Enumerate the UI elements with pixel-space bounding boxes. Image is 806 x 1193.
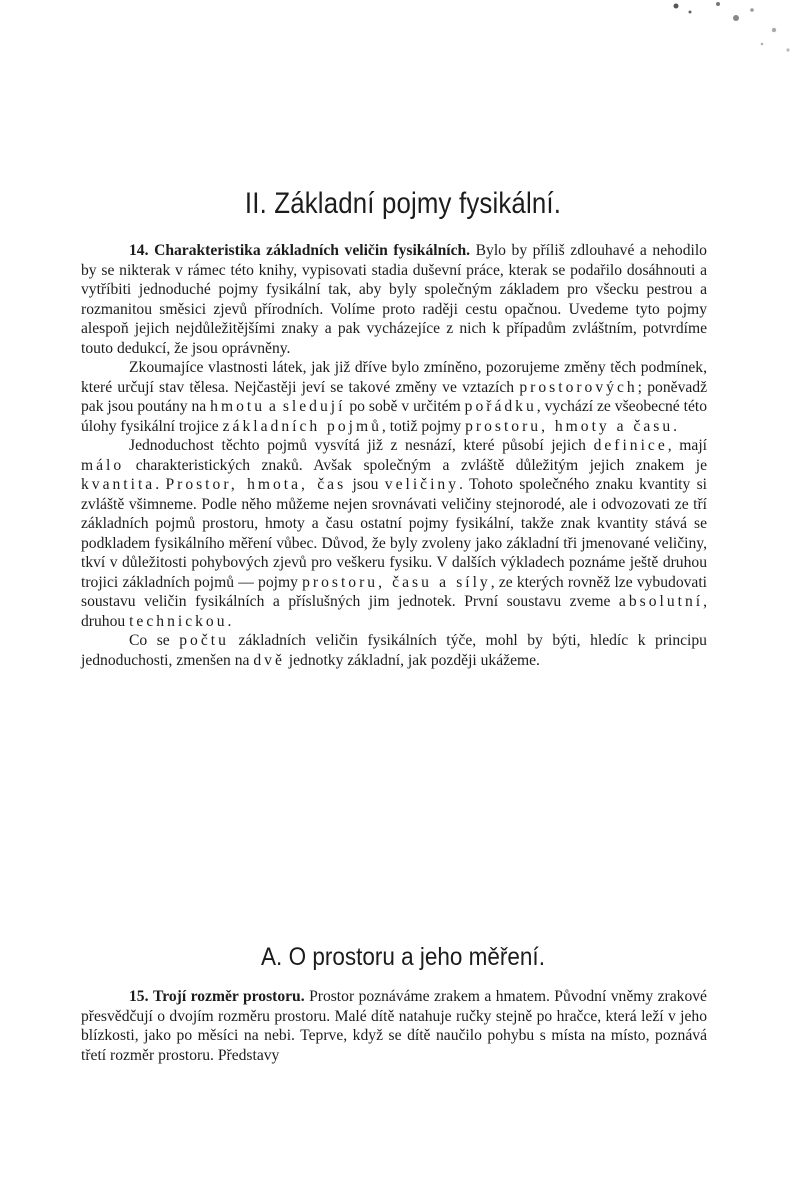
body-text: ; poněvadž pak jsou poutány na	[81, 378, 708, 415]
spaced-term: hmotu	[210, 398, 266, 415]
body-text: Co se	[129, 632, 170, 649]
paragraph-14	[81, 241, 707, 670]
spaced-term: kvantita	[81, 476, 156, 493]
scan-specks	[656, 0, 806, 70]
body-text: základních veličin fysikálních týče, mohl by býti, hledíc k principu jednoduchosti, zmenšen na	[81, 632, 707, 669]
spaced-term: prostoru, hmoty a času.	[465, 417, 681, 435]
body-text: , druhou	[81, 593, 708, 630]
paragraph-15	[81, 987, 707, 1065]
body-text: jednotky základní, jak později ukážeme.	[288, 651, 540, 669]
paragraph-15-text	[81, 987, 707, 1065]
body-text: .	[227, 612, 232, 630]
body-text: . Tohoto společného znaku kvantity si zvláště všimneme. Podle něho můžeme nejen srovnávati veličiny stejnorodé, ale i odvozovati ze tří základních pojmů prostoru, hmoty a času ostatní pojmy fysikální, takže znak kvantity stává se podkladem fysikálního měření vůbec. Důvod, že byly zvoleny jako základní tři jmenované veličiny, tkví v důležitosti pohybových zjevů pro veškeru fysiku. V dalších výkladech poznáme ještě druhou trojici základních pojmů — pojmy	[81, 476, 707, 591]
spaced-term: sledují	[282, 398, 346, 415]
body-text: Bylo by příliš zdlouhavé a nehodilo by se nikterak v rámec této knihy, vypisovati stadia duševní práce, kterak se podařilo dosáhnouti a vytříbiti jednoduché pojmy fysikální tak, aby byly společným základem pro všecku pestrou a rozmanitou směsici zjevů přírodních. Volíme proto raději cestu opačnou. Uvedeme tyto pojmy alespoň jejich nejdůležitějšími znaky a pak vycházejíce z nich k případům zvláštním, potvrdíme touto dedukcí, že jsou oprávněny.	[81, 242, 707, 357]
spaced-term: technickou	[129, 612, 228, 630]
spaced-term: Prostor, hmota, čas	[165, 476, 347, 493]
spaced-term: absolutní	[618, 593, 704, 610]
body-text: Zkoumajíce vlastnosti látek, jak již dříve bylo zmíněno, pozorujeme změny těch podmínek, které určují stav tělesa. Nejčastěji jeví se takové změny ve vztazích	[81, 359, 707, 396]
spaced-term: dvě	[253, 651, 285, 669]
spaced-term: základních pojmů	[222, 417, 382, 435]
spaced-term: a	[268, 398, 279, 415]
body-text: Jednoduchost těchto pojmů vysvítá již z nesnází, které působí jejich	[129, 437, 586, 454]
chapter-title: II. Základní pojmy fysikální.	[244, 187, 562, 220]
section-number: 15.	[129, 988, 149, 1005]
body-text: po sobě v určitém	[349, 398, 461, 415]
spaced-term: prostoru, času a síly	[302, 573, 491, 591]
spaced-term: veličiny	[384, 476, 460, 493]
spaced-term: prostorových	[519, 378, 638, 396]
body-text: , vychází ze všeobecné této úlohy fysikální trojice	[81, 398, 708, 435]
body-text: jsou	[352, 476, 379, 493]
paragraph-14-second	[81, 358, 707, 436]
body-text: , totiž pojmy	[381, 417, 462, 435]
paragraph-14-third	[81, 436, 707, 631]
body-text: Prostor poznáváme zrakem a hmatem. Původní vněmy zrakové přesvědčují o dvojím rozměru prostoru. Malé dítě natahuje ručky stejně po hračce, která leží v jeho blízkosti, jako po měsíci na nebi. Teprve, když se dítě naučilo pohybu s místa na místo, poznává třetí rozměr prostoru. Představy	[81, 988, 707, 1064]
section-heading: Charakteristika základních veličin fysikálních.	[154, 242, 471, 259]
spaced-term: definice	[593, 437, 668, 454]
body-text: .	[155, 476, 160, 493]
body-text: , mají	[667, 437, 708, 454]
paragraph-14-intro	[81, 241, 707, 358]
section-heading: Trojí rozměr prostoru.	[152, 988, 305, 1005]
paragraph-14-fourth	[81, 631, 707, 670]
spaced-term: pořádku	[464, 398, 537, 415]
section-title: A. O prostoru a jeho měření.	[261, 943, 545, 971]
body-text: charakteristických znaků. Avšak společným a zvláště důležitým jejich znakem je	[135, 456, 707, 474]
spaced-term: málo	[81, 456, 125, 474]
spaced-term: počtu	[179, 632, 229, 649]
body-text: , ze kterých rovněž lze vybudovati soustavu veličin fysikálních a příslušných jim jednotek. První soustavu zveme	[81, 573, 707, 610]
section-number: 14.	[129, 242, 149, 259]
